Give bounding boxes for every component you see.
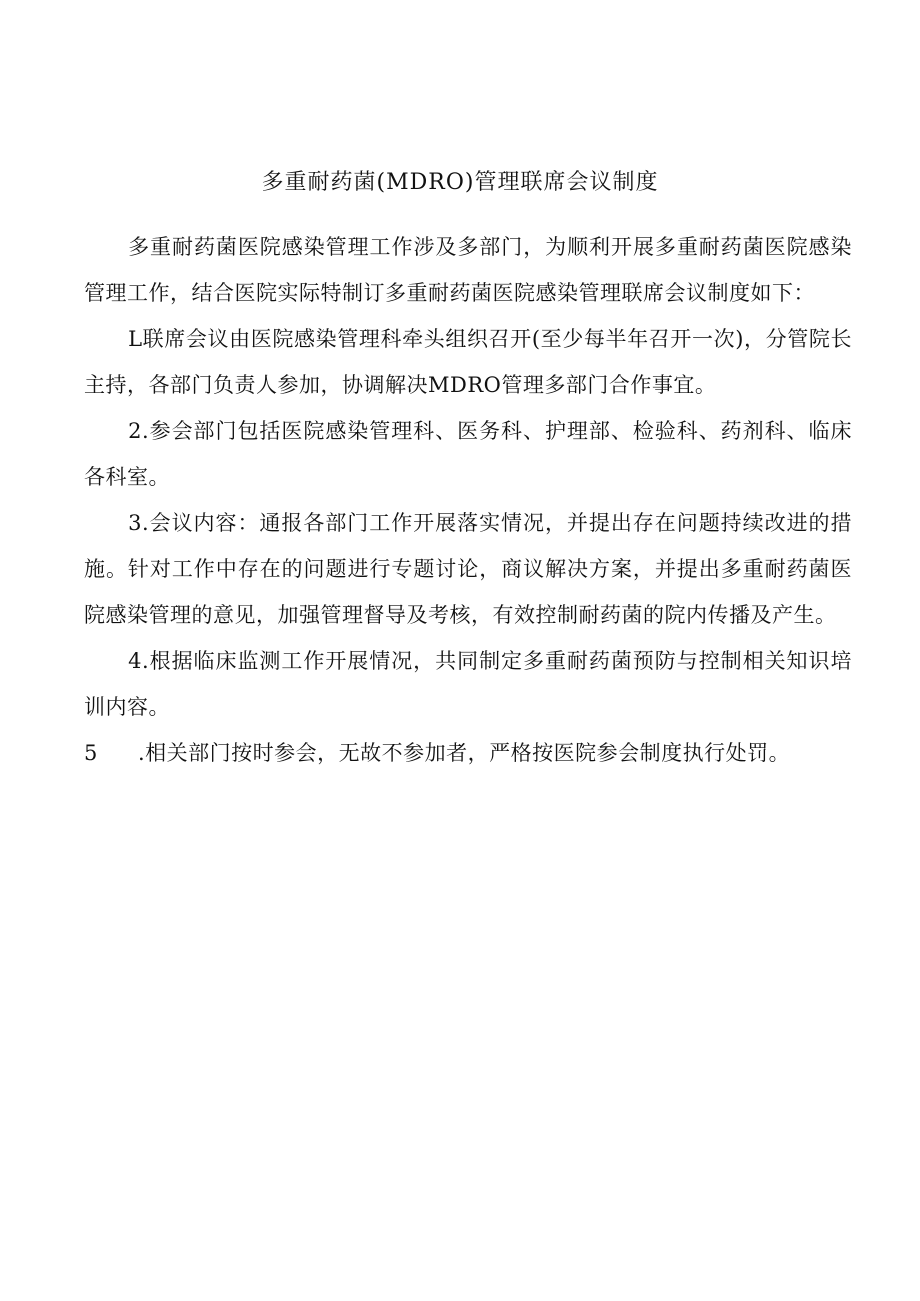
item-text: .相关部门按时参会，无故不参加者，严格按医院参会制度执行处罚。 xyxy=(138,741,791,765)
document-body xyxy=(84,224,852,776)
item-number: 2 xyxy=(128,419,142,443)
list-item-2 xyxy=(84,408,852,500)
item-number: L xyxy=(128,327,143,351)
item-text: .会议内容：通报各部门工作开展落实情况，并提出存在问题持续改进的措施。针对工作中存在的问题进行专题讨论，商议解决方案，并提出多重耐药菌医院感染管理的意见，加强管理督导及考核，有效控制耐药菌的院内传播及产生。 xyxy=(84,511,852,627)
item-text: .根据临床监测工作开展情况，共同制定多重耐药菌预防与控制相关知识培训内容。 xyxy=(84,649,852,719)
item-number: 3 xyxy=(128,511,142,535)
item-text: .参会部门包括医院感染管理科、医务科、护理部、检验科、药剂科、临床各科室。 xyxy=(84,419,852,489)
item-number: 4 xyxy=(128,649,142,673)
document-title: 多重耐药菌(MDRO)管理联席会议制度 xyxy=(261,170,659,195)
list-item-5 xyxy=(84,730,852,776)
list-item-1 xyxy=(84,316,852,408)
list-item-3 xyxy=(84,500,852,638)
item-number: 5 xyxy=(84,741,98,765)
item-text: 联席会议由医院感染管理科牵头组织召开(至少每半年召开一次)，分管院长主持，各部门负责人参加，协调解决MDRO管理多部门合作事宜。 xyxy=(84,327,852,397)
list-item-4 xyxy=(84,638,852,730)
intro-paragraph: 多重耐药菌医院感染管理工作涉及多部门，为顺利开展多重耐药菌医院感染管理工作，结合医院实际特制订多重耐药菌医院感染管理联席会议制度如下： xyxy=(84,235,852,305)
